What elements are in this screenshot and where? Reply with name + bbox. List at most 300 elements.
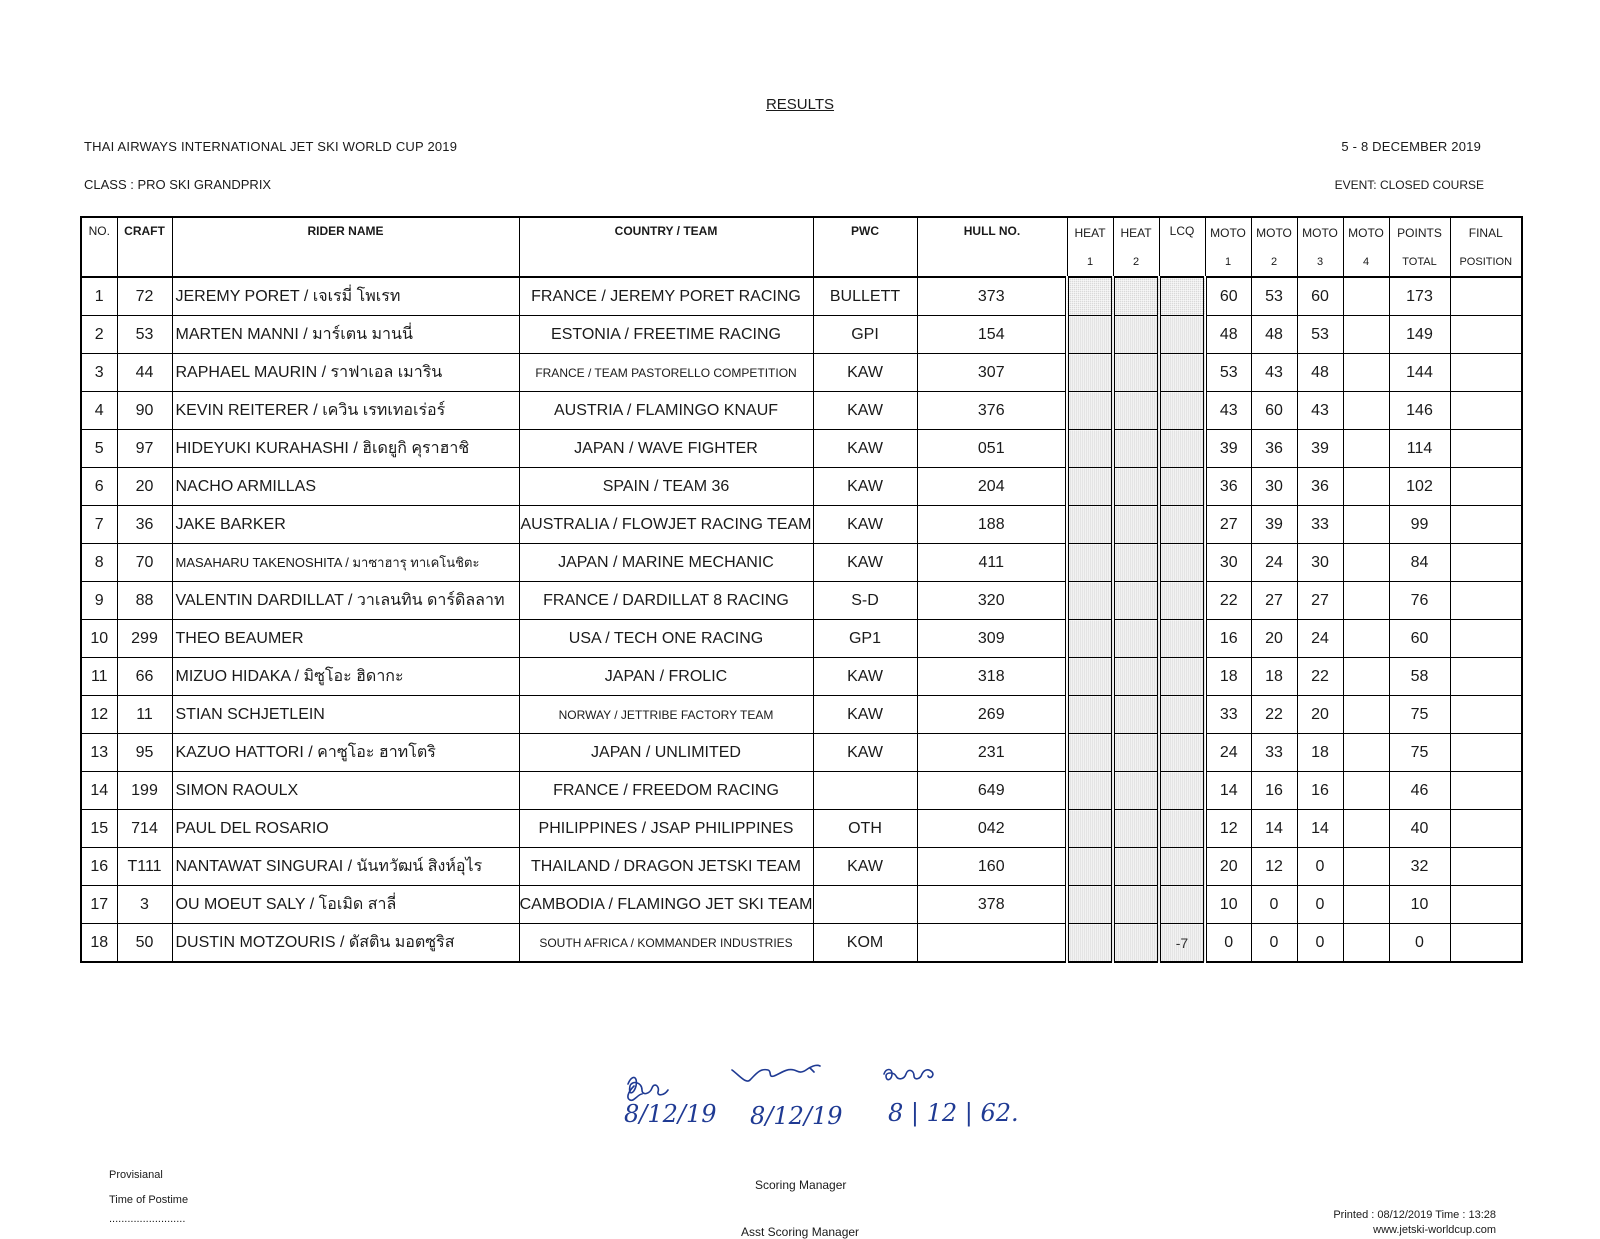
col-header-heat2: HEAT xyxy=(1113,217,1159,247)
cell-country: AUSTRIA / FLAMINGO KNAUF xyxy=(519,392,813,430)
cell-pwc xyxy=(813,772,917,810)
cell-lcq xyxy=(1159,277,1205,316)
cell-heat1 xyxy=(1067,468,1113,506)
cell-lcq xyxy=(1159,582,1205,620)
cell-no: 13 xyxy=(81,734,117,772)
table-row xyxy=(81,544,1522,582)
cell-heat2 xyxy=(1113,772,1159,810)
table-row xyxy=(81,468,1522,506)
cell-rider: THEO BEAUMER xyxy=(172,620,519,658)
cell-moto3: 36 xyxy=(1297,468,1343,506)
cell-no: 1 xyxy=(81,277,117,316)
cell-heat1 xyxy=(1067,924,1113,963)
cell-moto4 xyxy=(1343,886,1389,924)
cell-moto3: 27 xyxy=(1297,582,1343,620)
cell-heat2 xyxy=(1113,582,1159,620)
cell-points-total: 32 xyxy=(1389,848,1450,886)
cell-craft: 70 xyxy=(117,544,172,582)
cell-rider: STIAN SCHJETLEIN xyxy=(172,696,519,734)
cell-final-position xyxy=(1450,582,1522,620)
cell-no: 14 xyxy=(81,772,117,810)
cell-heat2 xyxy=(1113,658,1159,696)
cell-moto1: 53 xyxy=(1205,354,1251,392)
results-body xyxy=(81,277,1522,962)
status-provisional: Provisianal xyxy=(109,1169,163,1181)
page-title: RESULTS xyxy=(765,96,835,113)
cell-moto1: 20 xyxy=(1205,848,1251,886)
cell-moto3: 16 xyxy=(1297,772,1343,810)
cell-moto3: 0 xyxy=(1297,886,1343,924)
cell-moto4 xyxy=(1343,430,1389,468)
cell-heat2 xyxy=(1113,620,1159,658)
cell-heat1 xyxy=(1067,886,1113,924)
cell-no: 5 xyxy=(81,430,117,468)
cell-pwc: KAW xyxy=(813,354,917,392)
cell-moto3: 22 xyxy=(1297,658,1343,696)
signatures xyxy=(620,1066,1019,1156)
cell-lcq xyxy=(1159,620,1205,658)
col-subheader-moto2: 2 xyxy=(1251,247,1297,277)
col-subheader-moto4: 4 xyxy=(1343,247,1389,277)
cell-moto3: 53 xyxy=(1297,316,1343,354)
col-subheader-moto1: 1 xyxy=(1205,247,1251,277)
cell-points-total: 99 xyxy=(1389,506,1450,544)
cell-points-total: 75 xyxy=(1389,696,1450,734)
cell-moto1: 43 xyxy=(1205,392,1251,430)
cell-final-position xyxy=(1450,924,1522,963)
col-header-craft: CRAFT xyxy=(117,217,172,277)
cell-lcq xyxy=(1159,734,1205,772)
cell-hull: 309 xyxy=(917,620,1067,658)
cell-hull: 649 xyxy=(917,772,1067,810)
asst-scoring-manager-label: Asst Scoring Manager xyxy=(741,1225,860,1239)
cell-rider: HIDEYUKI KURAHASHI / ฮิเดยูกิ คุราฮาชิ xyxy=(172,430,519,468)
cell-moto1: 30 xyxy=(1205,544,1251,582)
cell-moto2: 30 xyxy=(1251,468,1297,506)
cell-heat2 xyxy=(1113,468,1159,506)
cell-country: JAPAN / FROLIC xyxy=(519,658,813,696)
cell-moto2: 53 xyxy=(1251,277,1297,316)
cell-craft: 95 xyxy=(117,734,172,772)
cell-heat1 xyxy=(1067,430,1113,468)
cell-rider: NACHO ARMILLAS xyxy=(172,468,519,506)
col-header-pwc: PWC xyxy=(813,217,917,277)
cell-final-position xyxy=(1450,468,1522,506)
cell-moto3: 24 xyxy=(1297,620,1343,658)
cell-heat2 xyxy=(1113,544,1159,582)
scoring-manager-label: Scoring Manager xyxy=(755,1178,847,1192)
cell-country: JAPAN / UNLIMITED xyxy=(519,734,813,772)
table-row xyxy=(81,924,1522,963)
cell-pwc: BULLETT xyxy=(813,277,917,316)
cell-country: FRANCE / TEAM PASTORELLO COMPETITION xyxy=(519,354,813,392)
cell-lcq xyxy=(1159,848,1205,886)
cell-points-total: 46 xyxy=(1389,772,1450,810)
cell-moto1: 36 xyxy=(1205,468,1251,506)
cell-moto3: 14 xyxy=(1297,810,1343,848)
cell-heat2 xyxy=(1113,392,1159,430)
cell-lcq xyxy=(1159,772,1205,810)
cell-pwc: S-D xyxy=(813,582,917,620)
table-row xyxy=(81,620,1522,658)
cell-moto4 xyxy=(1343,734,1389,772)
cell-lcq xyxy=(1159,316,1205,354)
cell-rider: MIZUO HIDAKA / มิซูโอะ ฮิดากะ xyxy=(172,658,519,696)
cell-hull: 307 xyxy=(917,354,1067,392)
cell-heat2 xyxy=(1113,696,1159,734)
cell-craft: 714 xyxy=(117,810,172,848)
cell-final-position xyxy=(1450,316,1522,354)
table-row xyxy=(81,734,1522,772)
cell-country: JAPAN / WAVE FIGHTER xyxy=(519,430,813,468)
cell-craft: 299 xyxy=(117,620,172,658)
cell-lcq xyxy=(1159,810,1205,848)
time-of-postime-label: Time of Postime xyxy=(109,1194,189,1206)
cell-craft: 72 xyxy=(117,277,172,316)
cell-hull: 188 xyxy=(917,506,1067,544)
cell-country: FRANCE / FREEDOM RACING xyxy=(519,772,813,810)
cell-final-position xyxy=(1450,544,1522,582)
cell-moto4 xyxy=(1343,620,1389,658)
cell-moto3: 60 xyxy=(1297,277,1343,316)
cell-no: 9 xyxy=(81,582,117,620)
cell-moto1: 27 xyxy=(1205,506,1251,544)
cell-points-total: 84 xyxy=(1389,544,1450,582)
cell-moto1: 0 xyxy=(1205,924,1251,963)
cell-rider: VALENTIN DARDILLAT / วาเลนทิน ดาร์ดิลลาท xyxy=(172,582,519,620)
cell-heat1 xyxy=(1067,772,1113,810)
cell-moto4 xyxy=(1343,924,1389,963)
cell-heat1 xyxy=(1067,354,1113,392)
cell-moto4 xyxy=(1343,468,1389,506)
cell-points-total: 149 xyxy=(1389,316,1450,354)
cell-country: SPAIN / TEAM 36 xyxy=(519,468,813,506)
col-subheader-heat1: 1 xyxy=(1067,247,1113,277)
cell-rider: SIMON RAOULX xyxy=(172,772,519,810)
cell-hull: 411 xyxy=(917,544,1067,582)
cell-hull: 231 xyxy=(917,734,1067,772)
cell-country: USA / TECH ONE RACING xyxy=(519,620,813,658)
cell-moto4 xyxy=(1343,810,1389,848)
cell-rider: MARTEN MANNI / มาร์เตน มานนี่ xyxy=(172,316,519,354)
cell-moto2: 12 xyxy=(1251,848,1297,886)
cell-heat1 xyxy=(1067,392,1113,430)
cell-points-total: 58 xyxy=(1389,658,1450,696)
signature-1 xyxy=(628,1077,668,1100)
cell-heat1 xyxy=(1067,658,1113,696)
cell-moto4 xyxy=(1343,544,1389,582)
cell-no: 4 xyxy=(81,392,117,430)
cell-pwc: OTH xyxy=(813,810,917,848)
cell-hull: 373 xyxy=(917,277,1067,316)
col-header-moto4: MOTO xyxy=(1343,217,1389,247)
cell-moto4 xyxy=(1343,772,1389,810)
cell-points-total: 0 xyxy=(1389,924,1450,963)
cell-moto2: 48 xyxy=(1251,316,1297,354)
cell-points-total: 102 xyxy=(1389,468,1450,506)
cell-craft: T111 xyxy=(117,848,172,886)
cell-heat2 xyxy=(1113,430,1159,468)
cell-moto3: 0 xyxy=(1297,924,1343,963)
cell-country: FRANCE / DARDILLAT 8 RACING xyxy=(519,582,813,620)
cell-craft: 3 xyxy=(117,886,172,924)
header-row-top xyxy=(81,217,1522,247)
cell-no: 3 xyxy=(81,354,117,392)
cell-country: CAMBODIA / FLAMINGO JET SKI TEAM xyxy=(519,886,813,924)
cell-country: ESTONIA / FREETIME RACING xyxy=(519,316,813,354)
col-header-heat1: HEAT xyxy=(1067,217,1113,247)
cell-final-position xyxy=(1450,658,1522,696)
col-subheader-points: TOTAL xyxy=(1389,247,1450,277)
cell-pwc: KAW xyxy=(813,658,917,696)
cell-no: 10 xyxy=(81,620,117,658)
cell-final-position xyxy=(1450,734,1522,772)
table-row xyxy=(81,354,1522,392)
cell-hull: 378 xyxy=(917,886,1067,924)
cell-heat2 xyxy=(1113,316,1159,354)
cell-final-position xyxy=(1450,848,1522,886)
cell-moto2: 24 xyxy=(1251,544,1297,582)
cell-moto3: 39 xyxy=(1297,430,1343,468)
cell-craft: 66 xyxy=(117,658,172,696)
cell-lcq xyxy=(1159,430,1205,468)
cell-heat1 xyxy=(1067,506,1113,544)
cell-moto2: 18 xyxy=(1251,658,1297,696)
cell-heat1 xyxy=(1067,316,1113,354)
cell-country: PHILIPPINES / JSAP PHILIPPINES xyxy=(519,810,813,848)
cell-moto1: 16 xyxy=(1205,620,1251,658)
cell-hull: 154 xyxy=(917,316,1067,354)
table-row xyxy=(81,316,1522,354)
table-row xyxy=(81,696,1522,734)
cell-lcq xyxy=(1159,354,1205,392)
cell-final-position xyxy=(1450,392,1522,430)
cell-craft: 44 xyxy=(117,354,172,392)
cell-moto3: 30 xyxy=(1297,544,1343,582)
signature-3 xyxy=(884,1070,933,1080)
cell-moto1: 39 xyxy=(1205,430,1251,468)
col-header-moto2: MOTO xyxy=(1251,217,1297,247)
cell-heat1 xyxy=(1067,277,1113,316)
event-type: EVENT: CLOSED COURSE xyxy=(1334,178,1484,192)
time-of-postime-blank: ......................... xyxy=(109,1213,186,1225)
cell-moto4 xyxy=(1343,277,1389,316)
cell-lcq xyxy=(1159,506,1205,544)
signature-3-date: 8 | 12 | 62. xyxy=(888,1099,1019,1127)
cell-pwc xyxy=(813,886,917,924)
cell-moto1: 22 xyxy=(1205,582,1251,620)
cell-points-total: 40 xyxy=(1389,810,1450,848)
cell-points-total: 144 xyxy=(1389,354,1450,392)
cell-points-total: 146 xyxy=(1389,392,1450,430)
signature-2-date: 8/12/19 xyxy=(750,1102,843,1130)
cell-final-position xyxy=(1450,810,1522,848)
cell-country: JAPAN / MARINE MECHANIC xyxy=(519,544,813,582)
cell-points-total: 114 xyxy=(1389,430,1450,468)
cell-country: AUSTRALIA / FLOWJET RACING TEAM xyxy=(519,506,813,544)
cell-lcq xyxy=(1159,468,1205,506)
cell-hull: 376 xyxy=(917,392,1067,430)
table-row xyxy=(81,772,1522,810)
cell-heat2 xyxy=(1113,734,1159,772)
cell-craft: 11 xyxy=(117,696,172,734)
table-row xyxy=(81,582,1522,620)
cell-no: 18 xyxy=(81,924,117,963)
cell-no: 12 xyxy=(81,696,117,734)
event-date: 5 - 8 DECEMBER 2019 xyxy=(1341,139,1481,154)
cell-craft: 97 xyxy=(117,430,172,468)
cell-moto4 xyxy=(1343,506,1389,544)
col-header-points: POINTS xyxy=(1389,217,1450,247)
cell-points-total: 76 xyxy=(1389,582,1450,620)
cell-moto1: 24 xyxy=(1205,734,1251,772)
cell-moto3: 20 xyxy=(1297,696,1343,734)
cell-heat2 xyxy=(1113,506,1159,544)
cell-rider: NANTAWAT SINGURAI / นันทวัฒน์ สิงห์อุไร xyxy=(172,848,519,886)
cell-hull: 320 xyxy=(917,582,1067,620)
cell-moto1: 14 xyxy=(1205,772,1251,810)
cell-no: 17 xyxy=(81,886,117,924)
cell-hull: 318 xyxy=(917,658,1067,696)
cell-moto3: 33 xyxy=(1297,506,1343,544)
table-row xyxy=(81,392,1522,430)
cell-final-position xyxy=(1450,277,1522,316)
cell-moto2: 22 xyxy=(1251,696,1297,734)
cell-country: FRANCE / JEREMY PORET RACING xyxy=(519,277,813,316)
col-header-final: FINAL xyxy=(1450,217,1522,247)
cell-moto4 xyxy=(1343,696,1389,734)
cell-heat2 xyxy=(1113,886,1159,924)
cell-no: 15 xyxy=(81,810,117,848)
results-table xyxy=(80,216,1523,963)
cell-pwc: KAW xyxy=(813,544,917,582)
cell-craft: 199 xyxy=(117,772,172,810)
cell-lcq xyxy=(1159,392,1205,430)
cell-hull: 269 xyxy=(917,696,1067,734)
event-name: THAI AIRWAYS INTERNATIONAL JET SKI WORLD CUP 2019 xyxy=(84,139,458,154)
col-header-moto1: MOTO xyxy=(1205,217,1251,247)
cell-rider: KAZUO HATTORI / คาซูโอะ ฮาทโตริ xyxy=(172,734,519,772)
cell-no: 11 xyxy=(81,658,117,696)
cell-moto3: 0 xyxy=(1297,848,1343,886)
cell-heat2 xyxy=(1113,354,1159,392)
cell-moto1: 12 xyxy=(1205,810,1251,848)
cell-points-total: 75 xyxy=(1389,734,1450,772)
cell-pwc: KAW xyxy=(813,696,917,734)
cell-hull xyxy=(917,924,1067,963)
cell-moto4 xyxy=(1343,316,1389,354)
cell-lcq xyxy=(1159,658,1205,696)
cell-craft: 88 xyxy=(117,582,172,620)
cell-rider: DUSTIN MOTZOURIS / ดัสติน มอตซูริส xyxy=(172,924,519,963)
cell-hull: 042 xyxy=(917,810,1067,848)
cell-moto2: 36 xyxy=(1251,430,1297,468)
cell-country: NORWAY / JETTRIBE FACTORY TEAM xyxy=(519,696,813,734)
cell-craft: 20 xyxy=(117,468,172,506)
col-header-country: COUNTRY / TEAM xyxy=(519,217,813,277)
cell-rider: JEREMY PORET / เจเรมี่ โพเรท xyxy=(172,277,519,316)
cell-rider: JAKE BARKER xyxy=(172,506,519,544)
col-subheader-final: POSITION xyxy=(1450,247,1522,277)
cell-final-position xyxy=(1450,354,1522,392)
col-header-rider: RIDER NAME xyxy=(172,217,519,277)
cell-hull: 204 xyxy=(917,468,1067,506)
cell-hull: 051 xyxy=(917,430,1067,468)
cell-pwc: KAW xyxy=(813,734,917,772)
cell-heat1 xyxy=(1067,734,1113,772)
website-url: www.jetski-worldcup.com xyxy=(1373,1224,1496,1236)
cell-moto2: 33 xyxy=(1251,734,1297,772)
cell-moto4 xyxy=(1343,354,1389,392)
cell-hull: 160 xyxy=(917,848,1067,886)
cell-moto4 xyxy=(1343,848,1389,886)
cell-moto2: 0 xyxy=(1251,886,1297,924)
cell-lcq xyxy=(1159,544,1205,582)
cell-points-total: 60 xyxy=(1389,620,1450,658)
table-row xyxy=(81,886,1522,924)
col-header-hull: HULL NO. xyxy=(917,217,1067,277)
cell-moto2: 60 xyxy=(1251,392,1297,430)
cell-moto2: 14 xyxy=(1251,810,1297,848)
printed-timestamp: Printed : 08/12/2019 Time : 13:28 xyxy=(1333,1209,1496,1221)
cell-final-position xyxy=(1450,506,1522,544)
cell-pwc: KAW xyxy=(813,848,917,886)
cell-no: 7 xyxy=(81,506,117,544)
cell-pwc: GPI xyxy=(813,316,917,354)
cell-final-position xyxy=(1450,620,1522,658)
table-row xyxy=(81,277,1522,316)
cell-final-position xyxy=(1450,430,1522,468)
table-row xyxy=(81,506,1522,544)
cell-points-total: 10 xyxy=(1389,886,1450,924)
cell-moto1: 33 xyxy=(1205,696,1251,734)
cell-no: 6 xyxy=(81,468,117,506)
cell-heat1 xyxy=(1067,544,1113,582)
cell-final-position xyxy=(1450,772,1522,810)
cell-country: SOUTH AFRICA / KOMMANDER INDUSTRIES xyxy=(519,924,813,963)
cell-final-position xyxy=(1450,886,1522,924)
cell-rider: OU MOEUT SALY / โอเมิด สาลี่ xyxy=(172,886,519,924)
cell-moto3: 48 xyxy=(1297,354,1343,392)
signature-1-date: 8/12/19 xyxy=(624,1100,717,1128)
cell-lcq xyxy=(1159,696,1205,734)
cell-rider: MASAHARU TAKENOSHITA / มาซาฮารุ ทาเคโนชิตะ xyxy=(172,544,519,582)
cell-pwc: KOM xyxy=(813,924,917,963)
col-subheader-heat2: 2 xyxy=(1113,247,1159,277)
cell-moto3: 43 xyxy=(1297,392,1343,430)
cell-moto2: 43 xyxy=(1251,354,1297,392)
cell-no: 16 xyxy=(81,848,117,886)
cell-craft: 53 xyxy=(117,316,172,354)
cell-moto2: 27 xyxy=(1251,582,1297,620)
cell-pwc: KAW xyxy=(813,430,917,468)
cell-moto2: 39 xyxy=(1251,506,1297,544)
cell-heat1 xyxy=(1067,582,1113,620)
table-row xyxy=(81,658,1522,696)
cell-moto2: 16 xyxy=(1251,772,1297,810)
cell-final-position xyxy=(1450,696,1522,734)
cell-craft: 50 xyxy=(117,924,172,963)
cell-craft: 90 xyxy=(117,392,172,430)
col-header-no: NO. xyxy=(81,217,117,277)
cell-country: THAILAND / DRAGON JETSKI TEAM xyxy=(519,848,813,886)
cell-moto2: 0 xyxy=(1251,924,1297,963)
col-subheader-moto3: 3 xyxy=(1297,247,1343,277)
cell-moto4 xyxy=(1343,392,1389,430)
cell-heat2 xyxy=(1113,810,1159,848)
cell-moto4 xyxy=(1343,582,1389,620)
cell-points-total: 173 xyxy=(1389,277,1450,316)
